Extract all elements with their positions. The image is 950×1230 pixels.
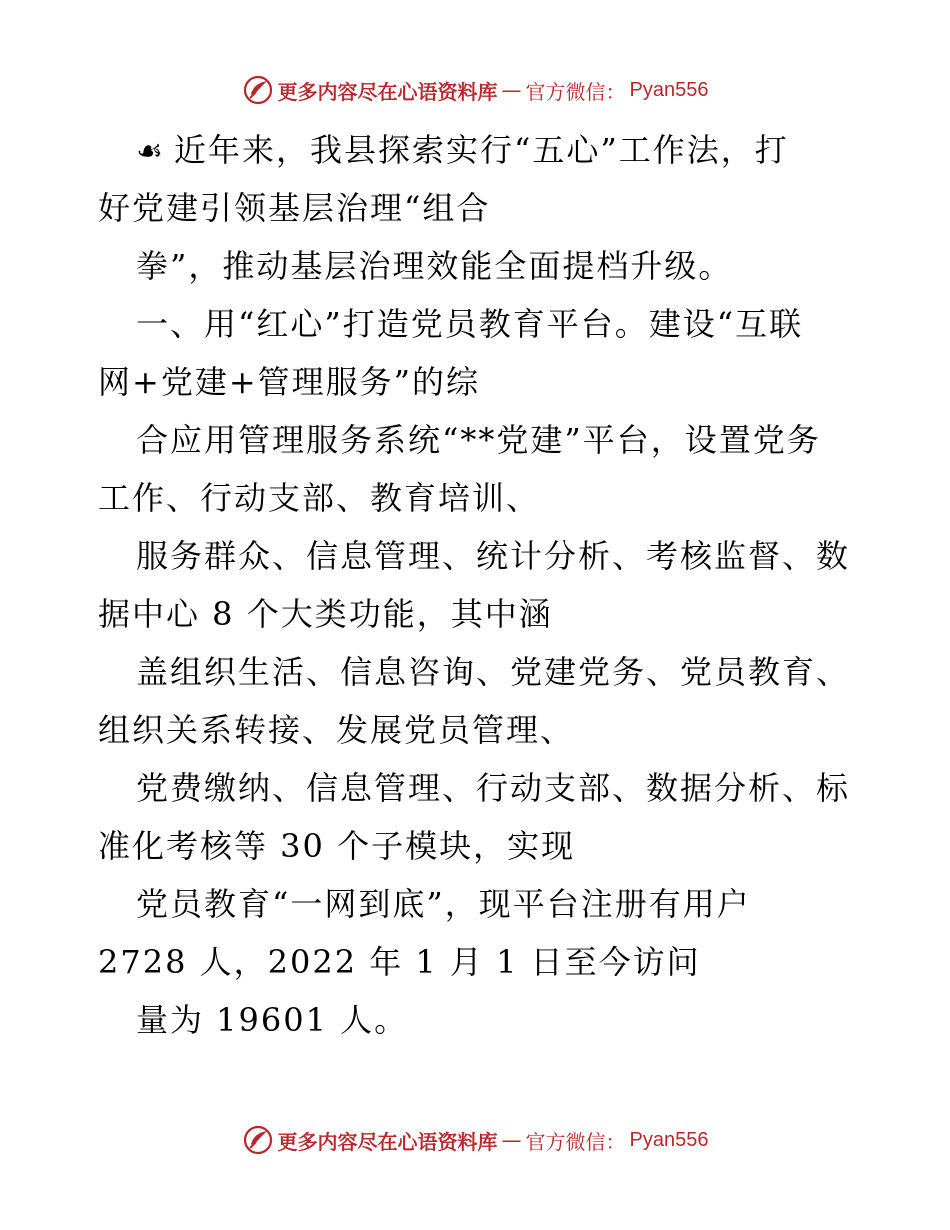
body-line: 党费缴纳、信息管理、行动支部、数据分析、标 <box>136 769 851 807</box>
logo-icon <box>242 1124 274 1156</box>
body-line: 盖组织生活、信息咨询、党建党务、党员教育、 <box>136 653 851 691</box>
body-line: 拳”，推动基层治理效能全面提档升级。 <box>136 247 733 285</box>
watermark-separator: — <box>501 78 522 102</box>
watermark-brand: 更多内容尽在心语资料库 <box>277 79 498 104</box>
watermark-brand: 更多内容尽在心语资料库 <box>277 1129 498 1154</box>
body-line: 量为 19601 人。 <box>136 1001 409 1039</box>
body-line: 一、用“红心”打造党员教育平台。建设“互联 <box>136 305 804 343</box>
body-line <box>98 121 858 179</box>
body-line: 据中心 8 个大类功能，其中涵 <box>98 595 553 633</box>
logo-icon <box>242 74 274 106</box>
watermark-official-label: 官方微信： <box>525 79 626 104</box>
body-line: 2728 人，2022 年 1 月 1 日至今访问 <box>98 943 701 981</box>
watermark-separator: — <box>501 1128 522 1152</box>
body-line: 工作、行动支部、教育培训、 <box>98 479 541 517</box>
leaf-icon: ☙ <box>136 134 165 169</box>
body-line: 服务群众、信息管理、统计分析、考核监督、数 <box>136 537 851 575</box>
watermark-wechat-id: Pyan556 <box>629 78 709 101</box>
document-body <box>98 121 858 1049</box>
body-line-text: 近年来，我县探索实行“五心”工作法，打 <box>174 131 789 169</box>
watermark-wechat-id: Pyan556 <box>629 1128 709 1151</box>
body-line: 组织关系转接、发展党员管理、 <box>98 711 575 749</box>
footer-watermark <box>0 1122 950 1158</box>
body-line: 准化考核等 30 个子模块，实现 <box>98 827 576 865</box>
body-line: 网+党建+管理服务”的综 <box>98 363 480 401</box>
header-watermark <box>0 72 950 108</box>
body-line: 合应用管理服务系统“**党建”平台，设置党务 <box>136 421 821 459</box>
body-line: 好党建引领基层治理“组合 <box>98 189 491 227</box>
body-line: 党员教育“一网到底”，现平台注册有用户 <box>136 885 751 923</box>
watermark-official-label: 官方微信： <box>525 1129 626 1154</box>
